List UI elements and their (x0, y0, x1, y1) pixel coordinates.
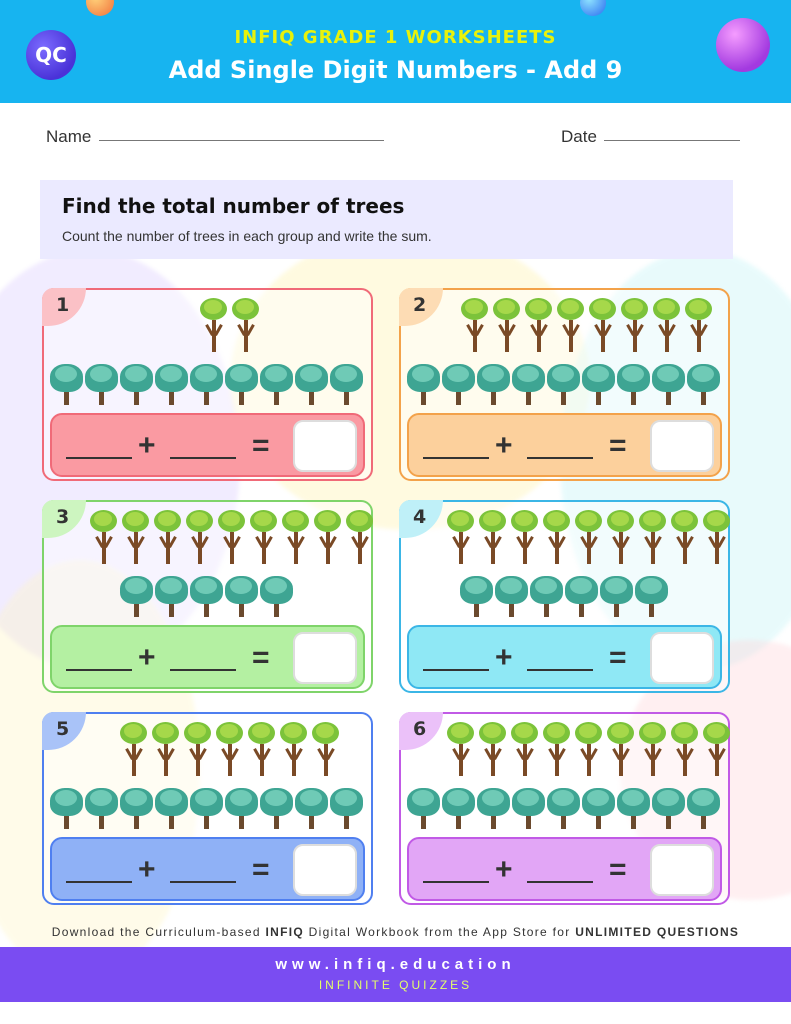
round-tree-icon (330, 786, 363, 829)
logo-text: QC (35, 43, 67, 67)
round-tree-icon (687, 362, 720, 405)
tall-tree-icon (88, 510, 119, 564)
round-tree-icon (442, 786, 475, 829)
round-tree-icon (407, 786, 440, 829)
website-link[interactable]: www.infiq.education (275, 956, 516, 973)
tall-tree-icon (310, 722, 341, 776)
addend-blank-2[interactable] (527, 669, 593, 671)
tall-tree-icon (216, 510, 247, 564)
date-label: Date (561, 127, 597, 146)
round-tree-icon (190, 574, 223, 617)
instructions-heading: Find the total number of trees (62, 194, 405, 218)
name-label: Name (46, 127, 92, 146)
problem-card (42, 712, 373, 905)
tall-tree-icon (605, 722, 636, 776)
top-tree-group (88, 510, 375, 564)
round-tree-icon (260, 574, 293, 617)
tall-tree-icon (651, 298, 682, 352)
bottom-tree-group (50, 786, 363, 829)
tall-tree-icon (573, 722, 604, 776)
tall-tree-icon (523, 298, 554, 352)
problem-number: 1 (42, 288, 86, 326)
equation-bar (407, 837, 722, 901)
tall-tree-icon (637, 510, 668, 564)
equation-bar (50, 625, 365, 689)
tall-tree-icon (491, 298, 522, 352)
round-tree-icon (512, 786, 545, 829)
addend-blank-1[interactable] (66, 881, 132, 883)
round-tree-icon (155, 362, 188, 405)
tall-tree-icon (637, 722, 668, 776)
addend-blank-1[interactable] (66, 669, 132, 671)
answer-box[interactable] (650, 420, 714, 472)
round-tree-icon (617, 786, 650, 829)
tall-tree-icon (477, 722, 508, 776)
tall-tree-icon (246, 722, 277, 776)
equation-bar (50, 413, 365, 477)
round-tree-icon (442, 362, 475, 405)
tall-tree-icon (509, 722, 540, 776)
answer-box[interactable] (293, 420, 357, 472)
round-tree-icon (120, 574, 153, 617)
tall-tree-icon (573, 510, 604, 564)
tall-tree-icon (184, 510, 215, 564)
bottom-tree-group (407, 786, 720, 829)
addend-blank-1[interactable] (423, 669, 489, 671)
round-tree-icon (582, 362, 615, 405)
instructions-box (40, 180, 733, 259)
tall-tree-icon (230, 298, 261, 352)
problem-number: 6 (399, 712, 443, 750)
problem-number: 4 (399, 500, 443, 538)
round-tree-icon (407, 362, 440, 405)
tall-tree-icon (555, 298, 586, 352)
round-tree-icon (260, 362, 293, 405)
problem-number: 3 (42, 500, 86, 538)
addend-blank-2[interactable] (170, 881, 236, 883)
tall-tree-icon (198, 298, 229, 352)
decorative-ball (580, 0, 606, 16)
tall-tree-icon (214, 722, 245, 776)
answer-box[interactable] (293, 632, 357, 684)
plus-sign: + (495, 641, 513, 674)
problem-number: 2 (399, 288, 443, 326)
tall-tree-icon (150, 722, 181, 776)
answer-box[interactable] (650, 632, 714, 684)
tall-tree-icon (541, 510, 572, 564)
top-tree-group (445, 722, 732, 776)
brand-title: INFIQ GRADE 1 WORKSHEETS (234, 27, 557, 48)
round-tree-icon (260, 786, 293, 829)
promo-brand: INFIQ (265, 925, 304, 939)
round-tree-icon (50, 362, 83, 405)
round-tree-icon (50, 786, 83, 829)
tall-tree-icon (120, 510, 151, 564)
header-banner (0, 0, 791, 103)
equals-sign: = (252, 853, 270, 886)
promo-suffix: UNLIMITED QUESTIONS (575, 925, 740, 939)
addend-blank-1[interactable] (423, 881, 489, 883)
plus-sign: + (138, 429, 156, 462)
tall-tree-icon (118, 722, 149, 776)
round-tree-icon (225, 362, 258, 405)
round-tree-icon (687, 786, 720, 829)
equation-bar (407, 413, 722, 477)
round-tree-icon (547, 786, 580, 829)
tall-tree-icon (152, 510, 183, 564)
round-tree-icon (477, 362, 510, 405)
equals-sign: = (252, 641, 270, 674)
tall-tree-icon (280, 510, 311, 564)
equation-bar (50, 837, 365, 901)
round-tree-icon (530, 574, 563, 617)
tall-tree-icon (587, 298, 618, 352)
instructions-subtext: Count the number of trees in each group and write the sum. (62, 228, 432, 244)
tall-tree-icon (477, 510, 508, 564)
round-tree-icon (652, 362, 685, 405)
tall-tree-icon (605, 510, 636, 564)
round-tree-icon (460, 574, 493, 617)
round-tree-icon (225, 786, 258, 829)
worksheet-title: Add Single Digit Numbers - Add 9 (168, 56, 623, 84)
addend-blank-2[interactable] (170, 669, 236, 671)
problem-number: 5 (42, 712, 86, 750)
round-tree-icon (225, 574, 258, 617)
top-tree-group (118, 722, 341, 776)
round-tree-icon (477, 786, 510, 829)
addend-blank-1[interactable] (66, 457, 132, 459)
tall-tree-icon (683, 298, 714, 352)
round-tree-icon (600, 574, 633, 617)
equals-sign: = (252, 429, 270, 462)
name-field[interactable] (99, 140, 384, 141)
footer-banner (0, 947, 791, 1002)
bottom-tree-group (120, 574, 293, 617)
date-field[interactable] (604, 140, 740, 141)
round-tree-icon (330, 362, 363, 405)
round-tree-icon (155, 574, 188, 617)
plus-sign: + (138, 641, 156, 674)
plus-sign: + (138, 853, 156, 886)
tall-tree-icon (445, 722, 476, 776)
promo-middle: Digital Workbook from the App Store for (304, 925, 576, 939)
round-tree-icon (120, 786, 153, 829)
problem-card (399, 712, 730, 905)
round-tree-icon (295, 362, 328, 405)
plus-sign: + (495, 429, 513, 462)
problem-card (399, 288, 730, 481)
bottom-tree-group (460, 574, 668, 617)
equals-sign: = (609, 853, 627, 886)
equals-sign: = (609, 429, 627, 462)
round-tree-icon (85, 362, 118, 405)
round-tree-icon (565, 574, 598, 617)
round-tree-icon (155, 786, 188, 829)
tall-tree-icon (312, 510, 343, 564)
promo-prefix: Download the Curriculum-based (51, 925, 266, 939)
problem-card (42, 288, 373, 481)
round-tree-icon (495, 574, 528, 617)
tall-tree-icon (445, 510, 476, 564)
problem-card (399, 500, 730, 693)
tall-tree-icon (278, 722, 309, 776)
round-tree-icon (652, 786, 685, 829)
plus-sign: + (495, 853, 513, 886)
equation-bar (407, 625, 722, 689)
decorative-ball (86, 0, 114, 16)
tall-tree-icon (344, 510, 375, 564)
promo-text (0, 925, 791, 939)
tall-tree-icon (701, 510, 732, 564)
round-tree-icon (547, 362, 580, 405)
problem-card (42, 500, 373, 693)
answer-box[interactable] (650, 844, 714, 896)
tall-tree-icon (701, 722, 732, 776)
tall-tree-icon (459, 298, 490, 352)
top-tree-group (198, 298, 261, 352)
round-tree-icon (512, 362, 545, 405)
tall-tree-icon (509, 510, 540, 564)
tall-tree-icon (669, 510, 700, 564)
tall-tree-icon (248, 510, 279, 564)
round-tree-icon (617, 362, 650, 405)
answer-box[interactable] (293, 844, 357, 896)
top-tree-group (459, 298, 714, 352)
equals-sign: = (609, 641, 627, 674)
addend-blank-2[interactable] (527, 457, 593, 459)
bottom-tree-group (50, 362, 363, 405)
round-tree-icon (295, 786, 328, 829)
round-tree-icon (85, 786, 118, 829)
tall-tree-icon (619, 298, 650, 352)
round-tree-icon (120, 362, 153, 405)
addend-blank-2[interactable] (527, 881, 593, 883)
tall-tree-icon (541, 722, 572, 776)
bottom-tree-group (407, 362, 720, 405)
addend-blank-2[interactable] (170, 457, 236, 459)
round-tree-icon (190, 786, 223, 829)
round-tree-icon (635, 574, 668, 617)
footer-tagline: INFINITE QUIZZES (318, 978, 473, 992)
tall-tree-icon (182, 722, 213, 776)
top-tree-group (445, 510, 732, 564)
round-tree-icon (582, 786, 615, 829)
addend-blank-1[interactable] (423, 457, 489, 459)
tall-tree-icon (669, 722, 700, 776)
round-tree-icon (190, 362, 223, 405)
